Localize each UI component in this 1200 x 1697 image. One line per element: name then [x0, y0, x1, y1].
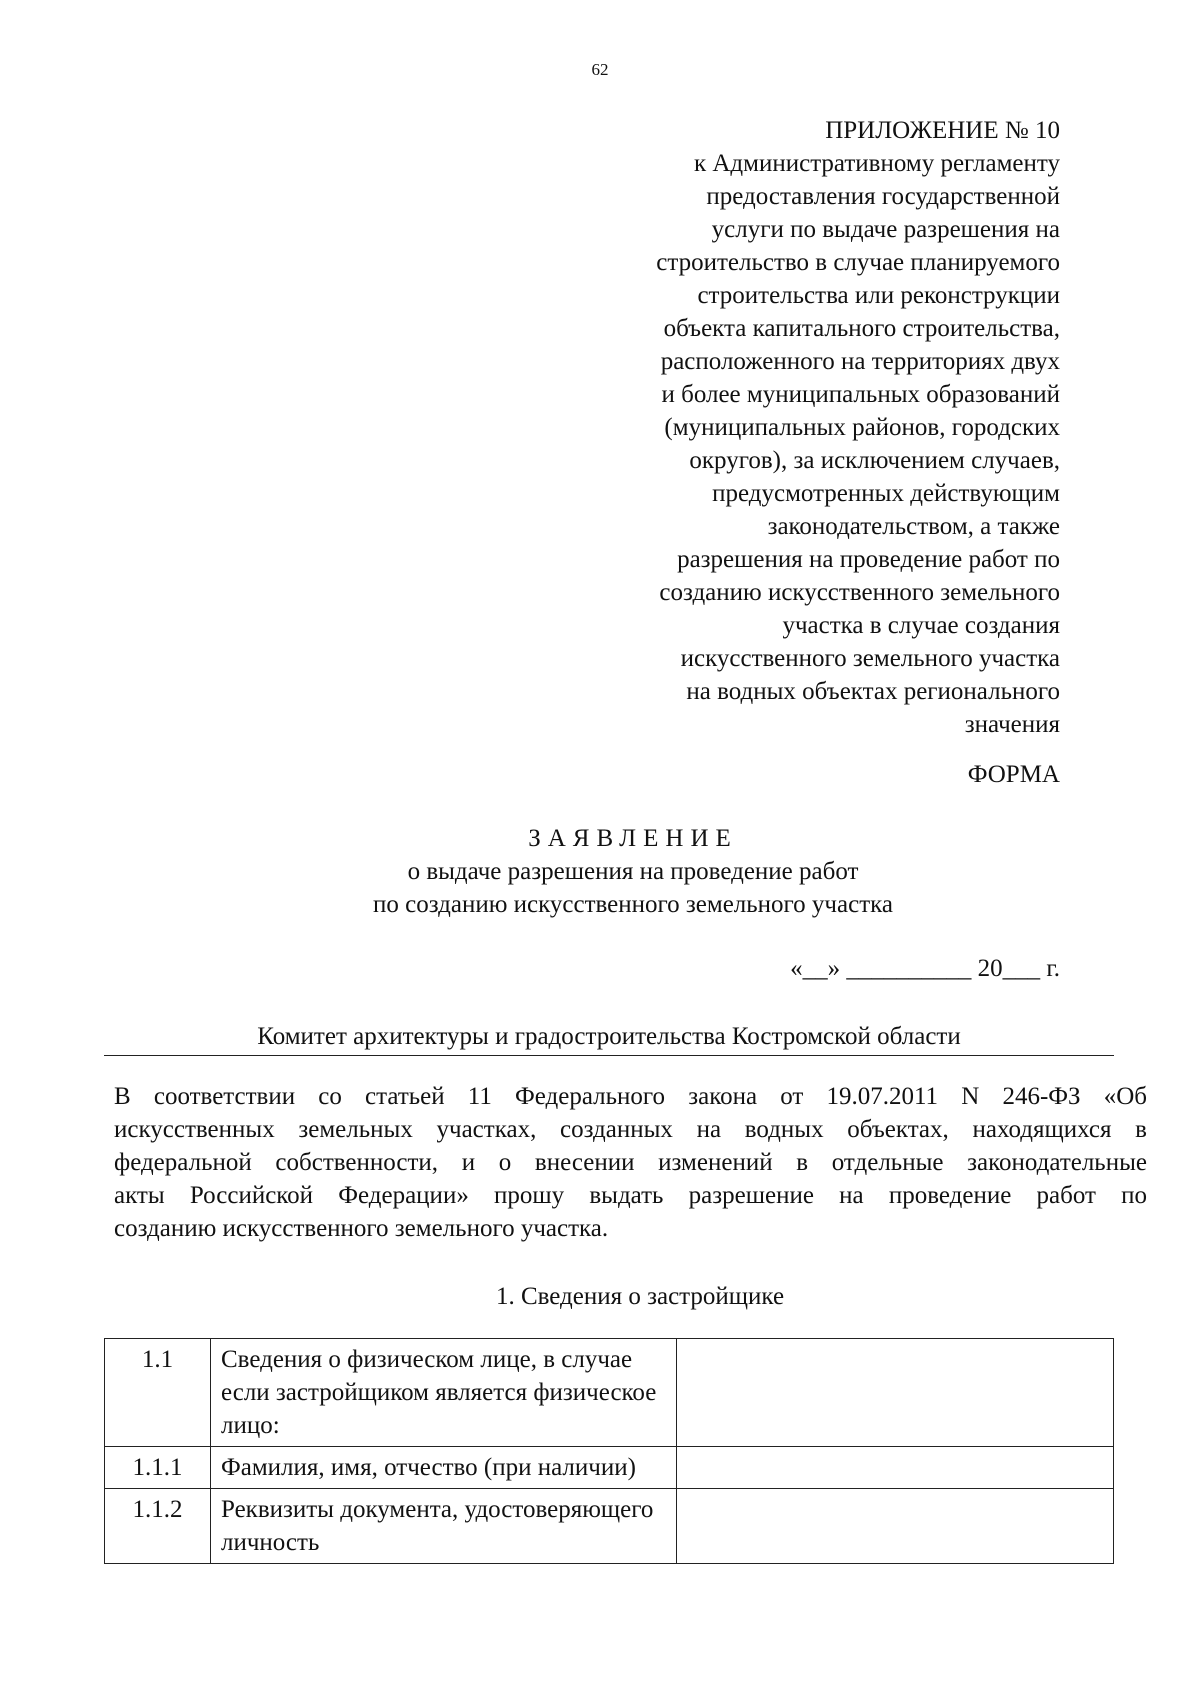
appendix-line: законодательством, а также: [767, 513, 1060, 540]
appendix-line: на водных объектах регионального: [686, 678, 1060, 705]
appendix-line: участка в случае создания: [782, 612, 1060, 639]
appendix-line: значения: [964, 711, 1060, 738]
appendix-line: искусственного земельного участка: [680, 645, 1060, 672]
document-title: [0, 822, 1200, 921]
appendix-line: округов), за исключением случаев,: [689, 447, 1060, 474]
appendix-line: и более муниципальных образований: [661, 381, 1060, 408]
appendix-line: строительства или реконструкции: [697, 282, 1060, 309]
row-label: Реквизиты документа, удостоверяющего личность: [211, 1489, 677, 1564]
row-number: 1.1.2: [105, 1489, 211, 1564]
appendix-line: объекта капитального строительства,: [663, 315, 1060, 342]
appendix-line: разрешения на проведение работ по: [677, 546, 1060, 573]
row-label: Фамилия, имя, отчество (при наличии): [211, 1447, 677, 1489]
appendix-line: предоставления государственной: [706, 183, 1060, 210]
body-line: созданию искусственного земельного участка.: [114, 1215, 609, 1242]
appendix-header: [540, 114, 1060, 741]
appendix-line: расположенного на территориях двух: [660, 348, 1060, 375]
appendix-line: предусмотренных действующим: [712, 480, 1060, 507]
form-label: ФОРМА: [967, 761, 1060, 788]
body-line: федеральной собственности, и о внесении изменений в отдельные законодательные: [114, 1149, 1147, 1176]
appendix-line: услуги по выдаче разрешения на: [711, 216, 1060, 243]
section-heading: 1. Сведения о застройщике: [495, 1283, 785, 1310]
body-line: В соответствии со статьей 11 Федерального закона от 19.07.2011 N 246-ФЗ «Об: [114, 1083, 1147, 1110]
table-row: [105, 1447, 1114, 1489]
appendix-line: (муниципальных районов, городских: [664, 414, 1060, 441]
title-subtitle-line-1: о выдаче разрешения на проведение работ: [407, 858, 859, 885]
row-number: 1.1: [105, 1339, 211, 1447]
page-number: 62: [591, 60, 609, 79]
row-value-field[interactable]: [677, 1447, 1114, 1489]
table-row: [105, 1339, 1114, 1447]
row-value-field[interactable]: [677, 1339, 1114, 1447]
row-number: 1.1.1: [105, 1447, 211, 1489]
appendix-line: ПРИЛОЖЕНИЕ № 10: [825, 117, 1060, 144]
title-main: ЗАЯВЛЕНИЕ: [528, 825, 738, 852]
committee-name: Комитет архитектуры и градостроительства Костромской области: [104, 1022, 1114, 1056]
body-line: искусственных земельных участках, созданных на водных объектах, находящихся в: [114, 1116, 1147, 1143]
table-row: [105, 1489, 1114, 1564]
appendix-line: строительство в случае планируемого: [656, 249, 1060, 276]
appendix-line: к Административному регламенту: [693, 150, 1060, 177]
application-body: [114, 1080, 1147, 1245]
date-line: «__» __________ 20___ г.: [790, 955, 1060, 982]
row-value-field[interactable]: [677, 1489, 1114, 1564]
row-label: Сведения о физическом лице, в случае если застройщиком является физическое лицо:: [211, 1339, 677, 1447]
body-line: акты Российской Федерации» прошу выдать разрешение на проведение работ по: [114, 1182, 1147, 1209]
title-subtitle-line-2: по созданию искусственного земельного участка: [372, 891, 893, 918]
developer-info-table: [104, 1338, 1114, 1564]
appendix-line: созданию искусственного земельного: [659, 579, 1060, 606]
